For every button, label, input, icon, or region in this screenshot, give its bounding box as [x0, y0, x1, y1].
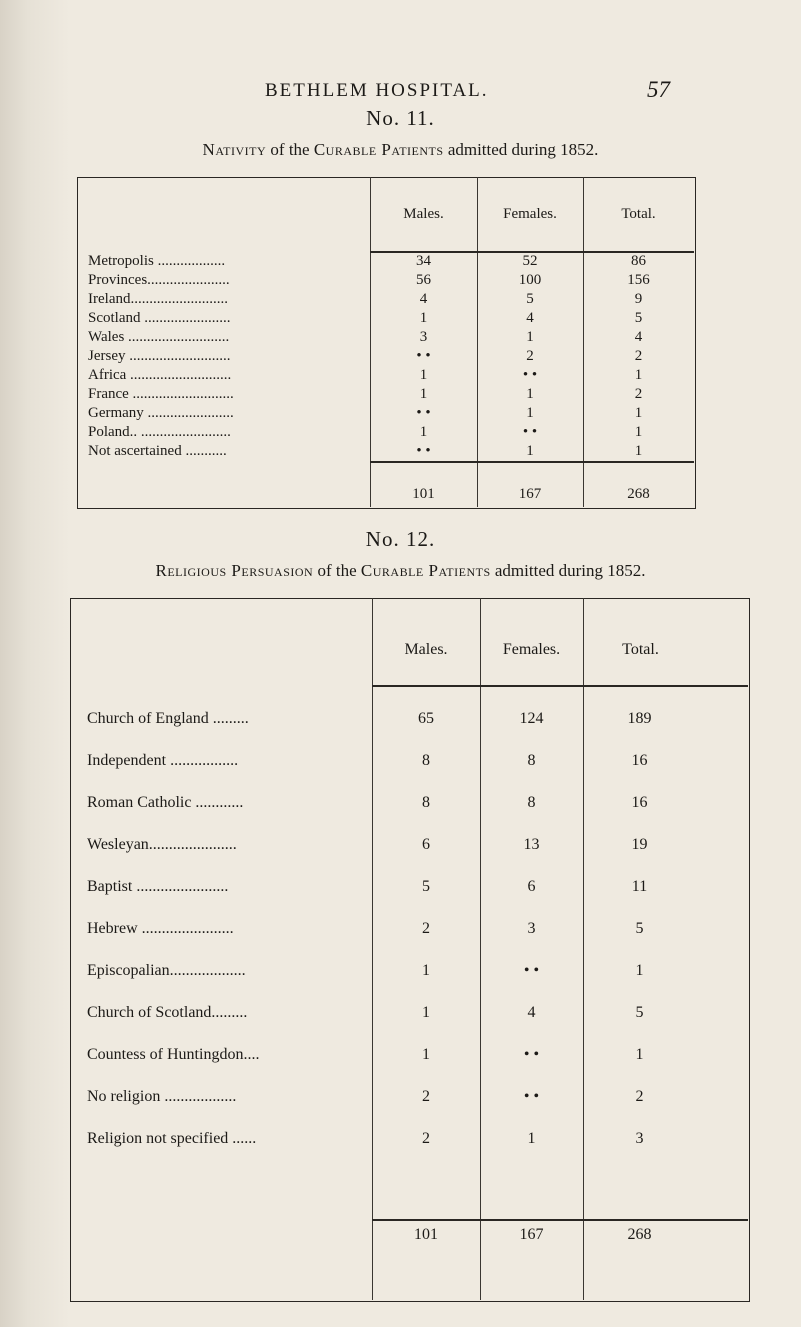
row-label: Scotland .......................: [88, 310, 231, 326]
total-row-label: [77, 461, 370, 513]
cell-total: 1: [634, 405, 643, 421]
table-row: [70, 908, 748, 950]
cell-males: 1: [422, 962, 430, 979]
table-row: [70, 866, 748, 908]
row-label: Wales ...........................: [88, 329, 230, 345]
cell-females: 124: [519, 710, 544, 727]
cell-total: 5: [634, 310, 643, 326]
table-11-caption-tail: admitted during 1852.: [447, 140, 599, 159]
row-label: Episcopalian...................: [87, 962, 246, 979]
row-label: France ...........................: [88, 386, 234, 402]
cell-males: • •: [416, 348, 431, 364]
cell-females: 8: [527, 794, 536, 811]
table-12-caption-lead: Religious Persuasion: [155, 561, 314, 580]
page-edge-shadow: [0, 0, 70, 1327]
cell-females: 1: [526, 405, 534, 421]
row-label: No religion ..................: [87, 1088, 237, 1105]
cell-males: 1: [422, 1004, 430, 1021]
table-row: [70, 698, 748, 740]
cell-females: 4: [527, 1004, 536, 1021]
cell-total: 2: [634, 386, 643, 402]
cell-females: • •: [523, 962, 540, 979]
table-row: [77, 366, 694, 385]
cell-females: 3: [527, 920, 536, 937]
cell-total: 19: [631, 836, 648, 853]
cell-females: 5: [526, 291, 534, 307]
table-12-caption: [0, 561, 801, 581]
row-label: Ireland..........................: [88, 291, 228, 307]
cell-males: 34: [416, 253, 431, 269]
cell-total: 16: [631, 794, 648, 811]
running-head: BETHLEM HOSPITAL.: [265, 80, 489, 101]
row-label: Africa ...........................: [88, 367, 232, 383]
cell-males: 1: [419, 310, 428, 326]
row-label: Baptist .......................: [87, 878, 229, 895]
cell-females: 8: [527, 752, 536, 769]
page-number: 57: [647, 77, 670, 102]
table-row: [77, 347, 694, 366]
cell-males: 8: [422, 752, 430, 769]
table-row: [70, 992, 748, 1034]
cell-females: • •: [522, 424, 538, 440]
row-label: Church of Scotland.........: [87, 1004, 248, 1021]
cell-total: 2: [634, 348, 643, 364]
col-header-females: Females.: [503, 206, 557, 222]
cell-females: 100: [518, 272, 542, 288]
table-11-caption-lead: Nativity: [202, 140, 267, 159]
cell-total: 11: [631, 878, 648, 895]
row-label: Provinces......................: [88, 272, 230, 288]
table-row: [70, 1076, 748, 1118]
cell-males: 8: [422, 794, 430, 811]
cell-males: 1: [422, 1046, 430, 1063]
table-11-caption-subject: Curable Patients: [313, 140, 444, 159]
col-header-males: Males.: [404, 641, 448, 658]
table-row: [70, 1118, 748, 1160]
cell-females: 1: [526, 386, 534, 402]
total-males: 101: [414, 1226, 438, 1243]
cell-females: 1: [526, 443, 534, 459]
cell-males: 2: [422, 1088, 430, 1105]
table-row: [77, 290, 694, 309]
total-females: 167: [518, 485, 542, 502]
table-row: [77, 252, 694, 271]
table-12-corner: [70, 598, 372, 698]
table-12: [70, 598, 748, 1300]
cell-males: 4: [419, 291, 428, 307]
cell-females: 1: [527, 1130, 536, 1147]
row-label: Metropolis ..................: [88, 253, 226, 269]
cell-females: 4: [526, 310, 534, 326]
table-row: [77, 271, 694, 290]
col-header-males: Males.: [403, 206, 444, 222]
total-total: 268: [627, 1226, 652, 1243]
table-row: [77, 309, 694, 328]
cell-females: • •: [523, 1046, 540, 1063]
row-label: Independent .................: [87, 752, 239, 769]
cell-total: 4: [634, 329, 643, 345]
cell-males: 56: [416, 272, 431, 288]
cell-females: 13: [523, 836, 540, 853]
row-label: Countess of Huntingdon....: [87, 1046, 260, 1063]
table-12-total-row: [70, 1160, 748, 1300]
row-label: Hebrew .......................: [87, 920, 234, 937]
cell-total: 2: [635, 1088, 644, 1105]
cell-males: 1: [419, 386, 428, 402]
cell-females: 6: [527, 878, 536, 895]
row-label: Germany .......................: [88, 405, 234, 421]
table-row: [77, 385, 694, 404]
table-11: [77, 177, 694, 513]
table-12-caption-mid: of the: [317, 561, 357, 580]
cell-males: 6: [422, 836, 430, 853]
cell-total: 5: [635, 1004, 644, 1021]
cell-males: 1: [419, 367, 428, 383]
cell-males: 5: [422, 878, 430, 895]
table-row: [70, 740, 748, 782]
row-label: Roman Catholic ............: [87, 794, 244, 811]
total-males: 101: [412, 485, 435, 502]
table-row: [70, 950, 748, 992]
cell-total: 156: [627, 272, 650, 288]
total-row-label: [70, 1160, 372, 1300]
cell-males: 3: [419, 329, 428, 345]
cell-males: • •: [416, 443, 431, 459]
table-row: [77, 442, 694, 461]
cell-males: • •: [416, 405, 431, 421]
cell-total: 1: [634, 424, 643, 440]
cell-males: 65: [418, 710, 434, 727]
row-label: Wesleyan......................: [87, 836, 237, 853]
cell-males: 2: [422, 920, 430, 937]
cell-total: 189: [627, 710, 652, 727]
cell-total: 5: [635, 920, 644, 937]
cell-males: 2: [422, 1130, 430, 1147]
cell-total: 1: [634, 443, 643, 459]
row-label: Poland.. ........................: [88, 424, 231, 440]
col-header-females: Females.: [502, 641, 561, 658]
table-12-header-row: [70, 598, 748, 698]
table-12-number: No. 12.: [365, 527, 436, 551]
cell-total: 86: [631, 253, 646, 269]
row-label: Church of England .........: [87, 710, 249, 727]
cell-total: 16: [631, 752, 648, 769]
total-total: 268: [627, 485, 650, 502]
table-row: [77, 404, 694, 423]
cell-females: • •: [523, 1088, 540, 1105]
table-12-caption-tail: admitted during 1852.: [494, 561, 646, 580]
table-11-header-row: [77, 177, 694, 252]
cell-total: 9: [634, 291, 643, 307]
cell-females: 1: [526, 329, 534, 345]
table-11-corner: [77, 177, 370, 252]
row-label: Jersey ...........................: [88, 348, 231, 364]
table-row: [70, 824, 748, 866]
cell-total: 1: [635, 1046, 644, 1063]
table-12-caption-subject: Curable Patients: [360, 561, 491, 580]
cell-females: • •: [522, 367, 538, 383]
cell-males: 1: [419, 424, 428, 440]
table-row: [70, 1034, 748, 1076]
cell-total: 1: [634, 367, 643, 383]
col-header-total: Total.: [622, 641, 659, 658]
cell-total: 1: [635, 962, 644, 979]
table-row: [70, 782, 748, 824]
table-11-number: No. 11.: [366, 106, 435, 130]
cell-females: 2: [526, 348, 534, 364]
total-females: 167: [519, 1226, 544, 1243]
table-row: [77, 423, 694, 442]
row-label: Religion not specified ......: [87, 1130, 257, 1147]
row-label: Not ascertained ...........: [88, 443, 227, 459]
cell-total: 3: [635, 1130, 644, 1147]
table-11-total-row: [77, 461, 694, 513]
table-row: [77, 328, 694, 347]
cell-females: 52: [522, 253, 538, 269]
col-header-total: Total.: [621, 206, 656, 222]
table-11-caption-mid: of the: [270, 140, 310, 159]
table-11-caption: [0, 140, 801, 160]
